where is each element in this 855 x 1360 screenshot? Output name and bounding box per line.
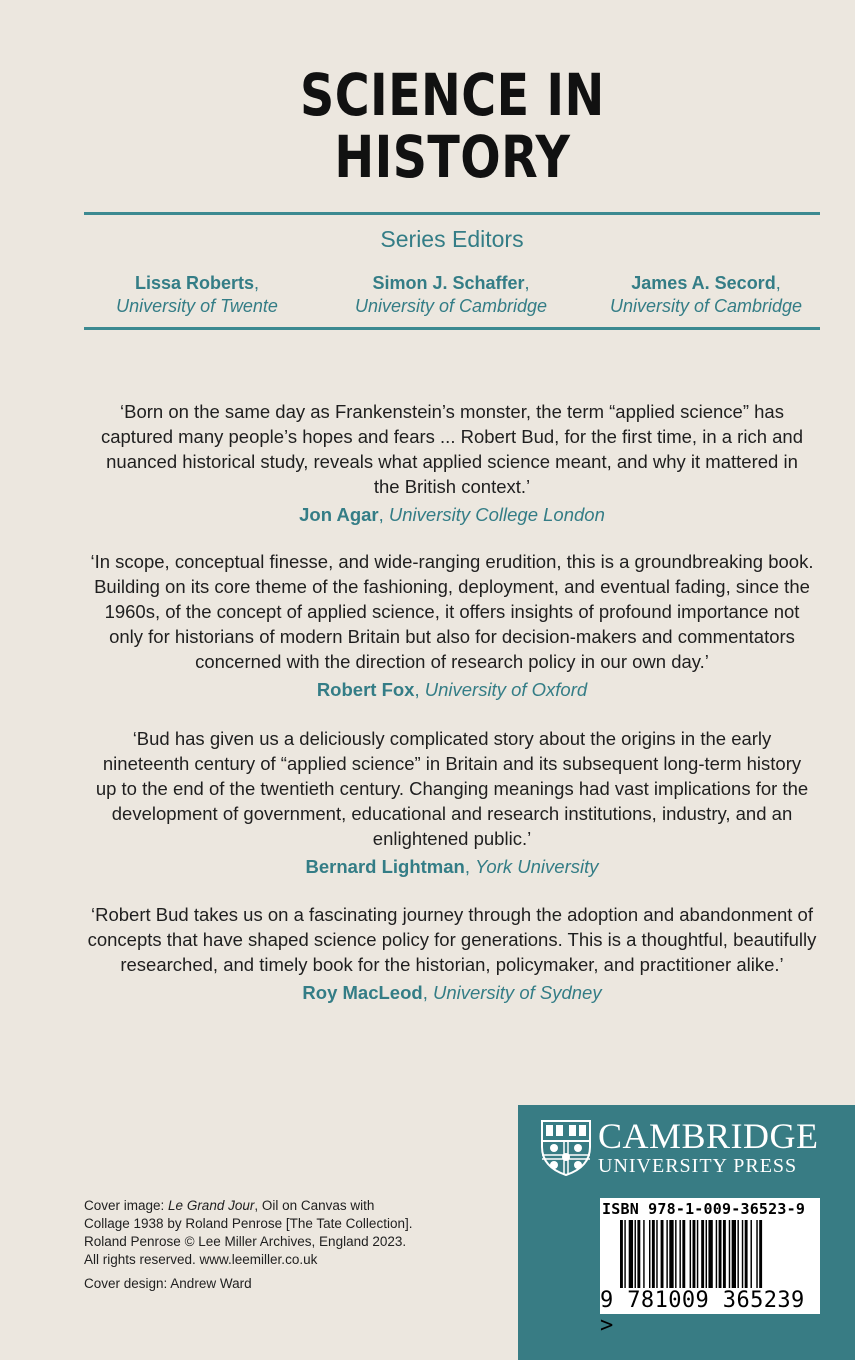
quote-line: ‘Bud has given us a deliciously complicated story about the origins in the early xyxy=(132,728,772,749)
quote-attribution: Roy MacLeod, University of Sydney xyxy=(302,982,602,1003)
quote-line: Building on its core theme of the fashioning, deployment, and eventual fading, since the xyxy=(94,576,810,597)
publisher-name-line-1: CAMBRIDGE xyxy=(598,1116,819,1156)
quote-line: 1960s, of the concept of applied science, it offers insights of profound importance not xyxy=(104,601,800,622)
cambridge-shield-icon xyxy=(540,1119,592,1177)
quote-attribution: Robert Fox, University of Oxford xyxy=(316,679,588,700)
barcode-bar xyxy=(624,1220,625,1288)
barcode-bar xyxy=(759,1220,762,1288)
isbn-barcode xyxy=(600,1198,820,1338)
top-divider xyxy=(84,212,820,215)
publisher-name xyxy=(598,1117,819,1177)
barcode-bar xyxy=(675,1220,676,1288)
barcode-bar xyxy=(656,1220,657,1288)
editor-name: James A. Secord xyxy=(631,273,776,293)
series-editors-heading: Series Editors xyxy=(380,226,524,252)
quote-line: ‘Robert Bud takes us on a fascinating journey through the adoption and abandonment of xyxy=(90,904,813,925)
bottom-divider xyxy=(84,327,820,330)
quote-line: up to the end of the twentieth century. Changing meanings had vast implications for the xyxy=(95,778,809,799)
barcode-bar xyxy=(716,1220,717,1288)
barcode-bar xyxy=(737,1220,738,1288)
quote-author: Robert Fox xyxy=(316,679,415,700)
barcode-bar xyxy=(666,1220,667,1288)
editor-entry: Lissa Roberts, University of Twente xyxy=(67,272,327,318)
credit-line: Roland Penrose © Lee Miller Archives, England 2023. xyxy=(84,1234,407,1249)
series-title xyxy=(81,61,823,191)
barcode-bar xyxy=(723,1220,726,1288)
barcode-bar xyxy=(756,1220,757,1288)
credit-text: , Oil on Canvas with xyxy=(254,1198,375,1213)
isbn-label: ISBN 978-1-009-36523-9 xyxy=(602,1200,806,1218)
artwork-title: Le Grand Jour xyxy=(168,1198,255,1213)
barcode-bar xyxy=(669,1220,673,1288)
barcode-bar xyxy=(643,1220,644,1288)
credit-line: All rights reserved. www.leemiller.co.uk xyxy=(84,1252,318,1267)
series-title-line-1: SCIENCE IN xyxy=(300,61,605,129)
barcode-bar xyxy=(732,1220,736,1288)
quote-line: researched, and timely book for the historian, policymaker, and practitioner alike.’ xyxy=(120,954,784,975)
quote-text xyxy=(72,549,832,674)
cover-credits xyxy=(84,1197,464,1293)
barcode-bar xyxy=(729,1220,730,1288)
barcode-bar xyxy=(742,1220,743,1288)
barcode-bar xyxy=(620,1220,623,1288)
barcode-bar xyxy=(629,1220,633,1288)
quote-attribution: Jon Agar, University College London xyxy=(299,504,605,525)
quote-affiliation: University of Oxford xyxy=(424,679,588,700)
series-title-line-2: HISTORY xyxy=(334,123,571,191)
quote-attribution: Bernard Lightman, York University xyxy=(305,856,599,877)
barcode-bar xyxy=(701,1220,704,1288)
quote-line: nuanced historical study, reveals what applied science meant, and why it mattered in xyxy=(106,451,798,472)
barcode-bar xyxy=(652,1220,655,1288)
quote-affiliation: York University xyxy=(475,856,599,877)
quote-line: ‘Born on the same day as Frankenstein’s monster, the term “applied science” has xyxy=(120,401,784,422)
barcode-bar xyxy=(690,1220,691,1288)
barcode-bar xyxy=(693,1220,696,1288)
endorsement-quote xyxy=(72,549,832,702)
barcode-bar xyxy=(649,1220,650,1288)
editor-name: Simon J. Schaffer xyxy=(372,273,525,293)
editor-affiliation: University of Cambridge xyxy=(609,296,803,316)
barcode-bar xyxy=(679,1220,680,1288)
quote-line: concepts that have shaped science policy for generations. This is a thoughtful, beautifully xyxy=(87,929,817,950)
publisher-panel xyxy=(518,1105,855,1360)
barcode-bar xyxy=(719,1220,722,1288)
endorsement-quote xyxy=(72,726,832,879)
barcode-bar xyxy=(682,1220,685,1288)
barcode-bar xyxy=(697,1220,698,1288)
barcode-bars xyxy=(620,1220,800,1290)
credit-prefix: Cover image: xyxy=(84,1198,169,1213)
barcode-bar xyxy=(661,1220,664,1288)
quote-text xyxy=(72,399,832,499)
quote-line: nineteenth century of “applied science” in Britain and its subsequent long-term history xyxy=(102,753,802,774)
editor-entry: Simon J. Schaffer, University of Cambridge xyxy=(321,272,581,318)
endorsement-quote xyxy=(72,902,832,1005)
editor-affiliation: University of Twente xyxy=(116,296,278,316)
quote-affiliation: University College London xyxy=(388,504,605,525)
barcode-bar xyxy=(751,1220,752,1288)
quote-line: enlightened public.’ xyxy=(372,828,532,849)
endorsement-quote xyxy=(72,399,832,527)
editor-entry: James A. Secord, University of Cambridge xyxy=(576,272,836,318)
publisher-name-line-2: UNIVERSITY PRESS xyxy=(598,1155,798,1177)
barcode-bar xyxy=(708,1220,712,1288)
quote-line: development of government, educational and research institutions, industry, and an xyxy=(111,803,793,824)
quote-line: concerned with the direction of research policy in our own day.’ xyxy=(195,651,709,672)
quote-affiliation: University of Sydney xyxy=(432,982,602,1003)
quote-line: only for historians of modern Britain but also for decision-makers and commentators xyxy=(109,626,795,647)
quote-line: captured many people’s hopes and fears ... Robert Bud, for the first time, in a rich and xyxy=(100,426,803,447)
cover-design-credit: Cover design: Andrew Ward xyxy=(84,1276,252,1291)
quote-line: the British context.’ xyxy=(373,476,531,497)
quote-author: Roy MacLeod xyxy=(302,982,423,1003)
quote-author: Bernard Lightman xyxy=(305,856,465,877)
credit-line: Collage 1938 by Roland Penrose [The Tate Collection]. xyxy=(84,1216,413,1231)
quote-text xyxy=(72,726,832,851)
barcode-bar xyxy=(635,1220,636,1288)
editor-name: Lissa Roberts xyxy=(134,273,255,293)
quote-line: ‘In scope, conceptual finesse, and wide-ranging erudition, this is a groundbreaking book. xyxy=(90,551,814,572)
barcode-bar xyxy=(706,1220,707,1288)
quote-author: Jon Agar xyxy=(299,504,379,525)
editor-affiliation: University of Cambridge xyxy=(354,296,548,316)
barcode-number: 9 781009 365239 > xyxy=(600,1288,805,1338)
barcode-bar xyxy=(745,1220,748,1288)
cover-image-credit xyxy=(84,1197,464,1215)
quote-text xyxy=(72,902,832,977)
barcode-bar xyxy=(637,1220,640,1288)
